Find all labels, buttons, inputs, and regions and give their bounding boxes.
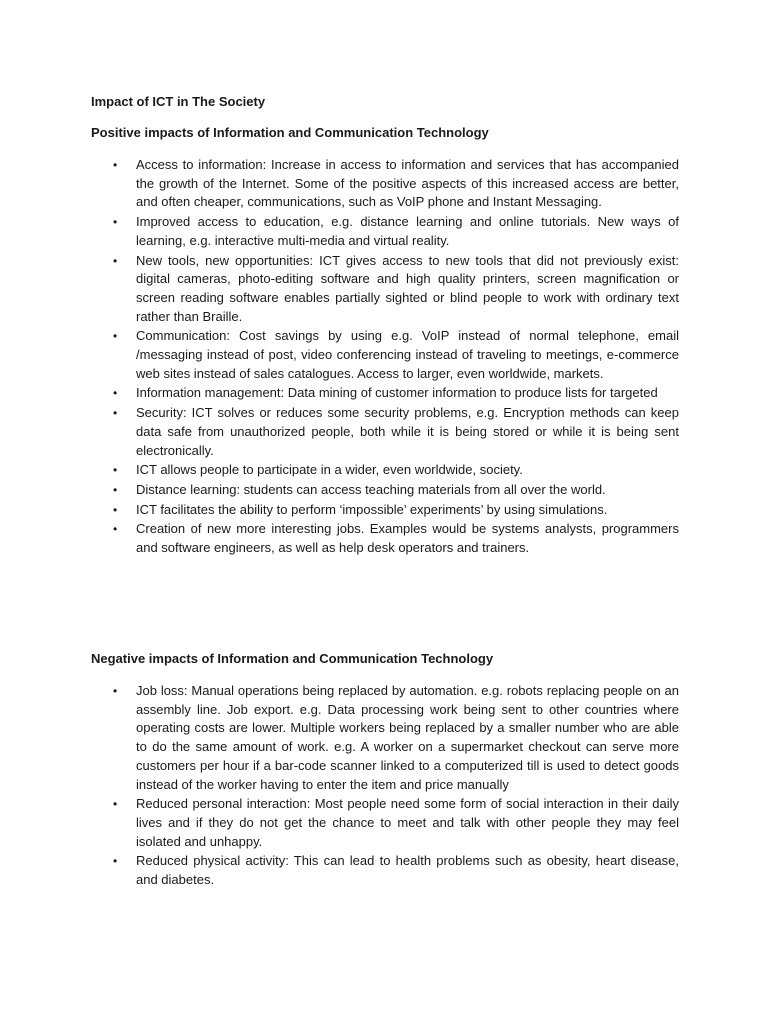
list-item-text: Improved access to education, e.g. distance learning and online tutorials. New ways of learning, e.g. interactive multi-media and virtual reality. [136, 214, 679, 248]
list-item [113, 327, 679, 383]
list-item-text: Reduced personal interaction: Most people need some form of social interaction in their daily lives and if they do not get the chance to meet and talk with other people they may feel isolated and unhappy. [136, 796, 679, 849]
bullet-icon: • [113, 854, 118, 869]
list-item [113, 682, 679, 794]
list-item-text: Distance learning: students can access teaching materials from all over the world. [136, 481, 606, 497]
list-item [113, 520, 679, 557]
bullet-icon: • [113, 215, 118, 230]
list-item-text: ICT allows people to participate in a wider, even worldwide, society. [136, 462, 523, 478]
bullet-icon: • [113, 684, 118, 698]
negative-impacts-heading: Negative impacts of Information and Communication Technology [91, 651, 494, 666]
list-item-text: New tools, new opportunities: ICT gives access to new tools that did not previously exist: digital cameras, photo-editing software and high quality printers, screen magnification or screen reading software enables partially sighted or blind people to work with ordinary text rather than Braille. [136, 252, 679, 324]
bullet-icon: • [113, 386, 118, 401]
bullet-icon: • [113, 797, 118, 812]
bullet-icon: • [113, 482, 118, 497]
document-title: Impact of ICT in The Society [91, 94, 266, 109]
bullet-icon: • [113, 522, 118, 537]
list-item-text: Information management: Data mining of customer information to produce lists for targeted [136, 385, 658, 401]
positive-impacts-list [113, 156, 679, 558]
bullet-icon: • [113, 463, 118, 478]
positive-impacts-heading: Positive impacts of Information and Communication Technology [91, 125, 489, 140]
list-item [113, 213, 679, 250]
list-item [113, 156, 679, 212]
bullet-icon: • [113, 158, 118, 172]
list-item [113, 461, 679, 480]
list-item-text: Security: ICT solves or reduces some security problems, e.g. Encryption methods can keep data safe from unauthorized people, both while it is being stored or while it is being sent electronically. [136, 405, 679, 458]
bullet-icon: • [113, 329, 118, 344]
list-item [113, 384, 679, 403]
bullet-icon: • [113, 502, 118, 517]
list-item [113, 481, 679, 500]
list-item-text: Creation of new more interesting jobs. Examples would be systems analysts, programmers and software engineers, as well as help desk operators and trainers. [136, 521, 679, 556]
list-item-text: Job loss: Manual operations being replaced by automation. e.g. robots replacing people on an assembly line. Job export. e.g. Data processing work being sent to other countries where operating costs are lower. Multiple workers being replaced by a smaller number who are able to do the same amount of work. e.g. A worker on a supermarket checkout can serve more customers per hour if a bar-code scanner linked to a computerized till is used to detect goods instead of the worker having to enter the item and price manually [136, 683, 679, 792]
list-item-text: ICT facilitates the ability to perform ‘impossible’ experiments’ by using simulations. [136, 501, 608, 517]
list-item [113, 795, 679, 851]
list-item [113, 852, 679, 889]
list-item-text: Communication: Cost savings by using e.g. VoIP instead of normal telephone, email /messaging instead of post, video conferencing instead of traveling to meetings, e-commerce web sites instead of sales catalogues. Access to larger, even worldwide, markets. [136, 328, 679, 381]
list-item-text: Reduced physical activity: This can lead to health problems such as obesity, heart disease, and diabetes. [136, 853, 679, 888]
list-item [113, 252, 679, 327]
list-item-text: Access to information: Increase in access to information and services that has accompanied the growth of the Internet. Some of the positive aspects of this increased access are better, and often cheaper, communications, such as VoIP phone and Instant Messaging. [136, 157, 679, 210]
list-item [113, 501, 679, 520]
list-item [113, 404, 679, 460]
bullet-icon: • [113, 406, 118, 421]
bullet-icon: • [113, 253, 118, 268]
negative-impacts-list [113, 682, 679, 890]
